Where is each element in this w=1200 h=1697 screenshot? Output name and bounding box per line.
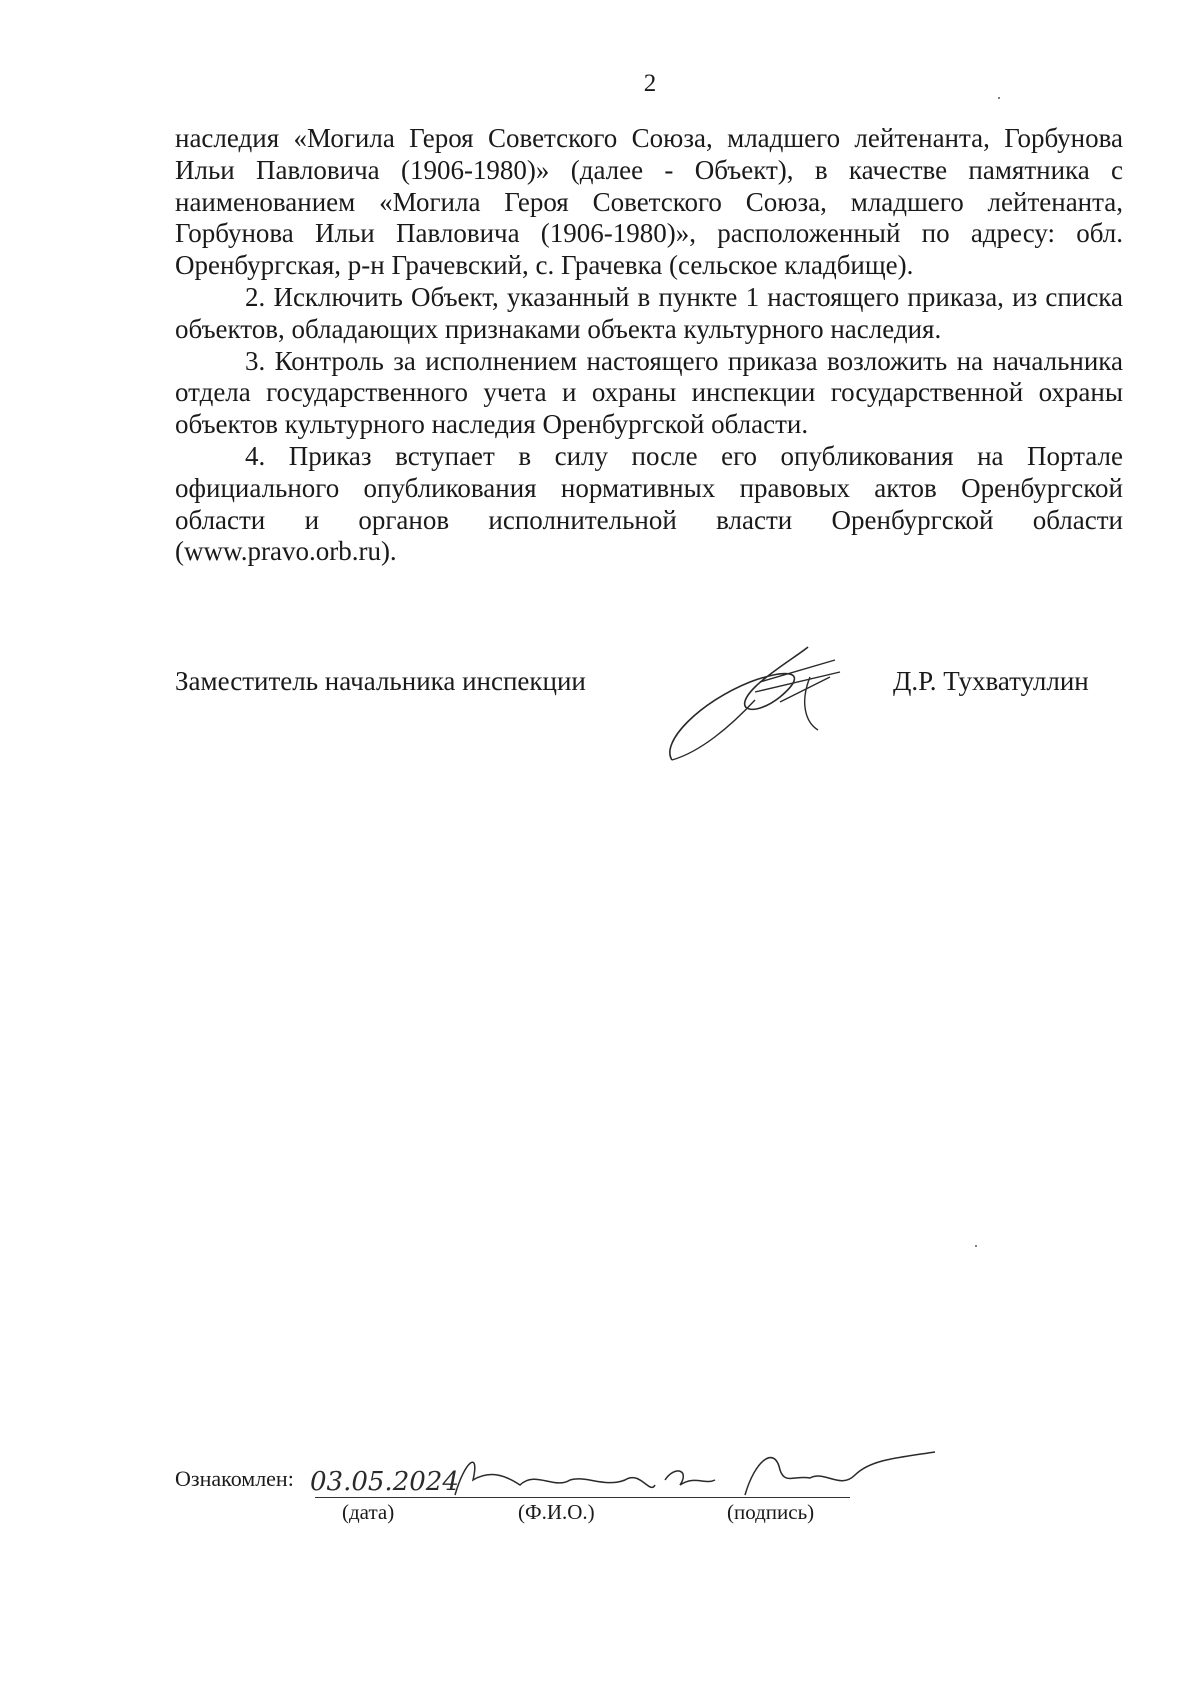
scan-speck	[998, 97, 1000, 99]
paragraph-continuation: наследия «Могила Героя Советского Союза, младшего лейтенанта, Горбунова Ильи Павловича (1906-1980)» (далее - Объект), в качестве памятника с наименованием «Могила Героя Советского Союза, младшего лейтенанта, Горбунова Ильи Павловича (1906-1980)», расположенный по адресу: обл. Оренбургская, р-н Грачевский, с. Грачевка (сельское кладбище).	[175, 123, 1123, 281]
caption-signature: (подпись)	[727, 1500, 815, 1524]
acknowledgement-underline	[315, 1497, 850, 1498]
signatory-name: Д.Р. Тухватуллин	[893, 666, 1089, 696]
caption-full-name: (Ф.И.О.)	[518, 1500, 595, 1524]
document-body	[175, 123, 1123, 568]
handwritten-signature	[660, 642, 870, 772]
scan-speck	[975, 1245, 977, 1247]
paragraph-item-4: 4. Приказ вступает в силу после его опубликования на Портале официального опубликования нормативных правовых актов Оренбургской области и органов исполнительной власти Оренбургской области (www.pravo.orb.ru).	[175, 440, 1123, 567]
acknowledgement-label: Ознакомлен:	[175, 1466, 294, 1491]
signatory-position: Заместитель начальника инспекции	[175, 666, 586, 696]
page-number: 2	[643, 70, 657, 97]
caption-date: (дата)	[342, 1500, 395, 1524]
paragraph-item-3: 3. Контроль за исполнением настоящего приказа возложить на начальника отдела государственного учета и охраны инспекции государственной охраны объектов культурного наследия Оренбургской области.	[175, 345, 1123, 440]
handwritten-acknowledgement	[305, 1440, 940, 1510]
handwritten-date: 03.05.2024	[310, 1467, 459, 1497]
paragraph-item-2: 2. Исключить Объект, указанный в пункте 1 настоящего приказа, из списка объектов, обладающих признаками объекта культурного наследия.	[175, 281, 1123, 344]
